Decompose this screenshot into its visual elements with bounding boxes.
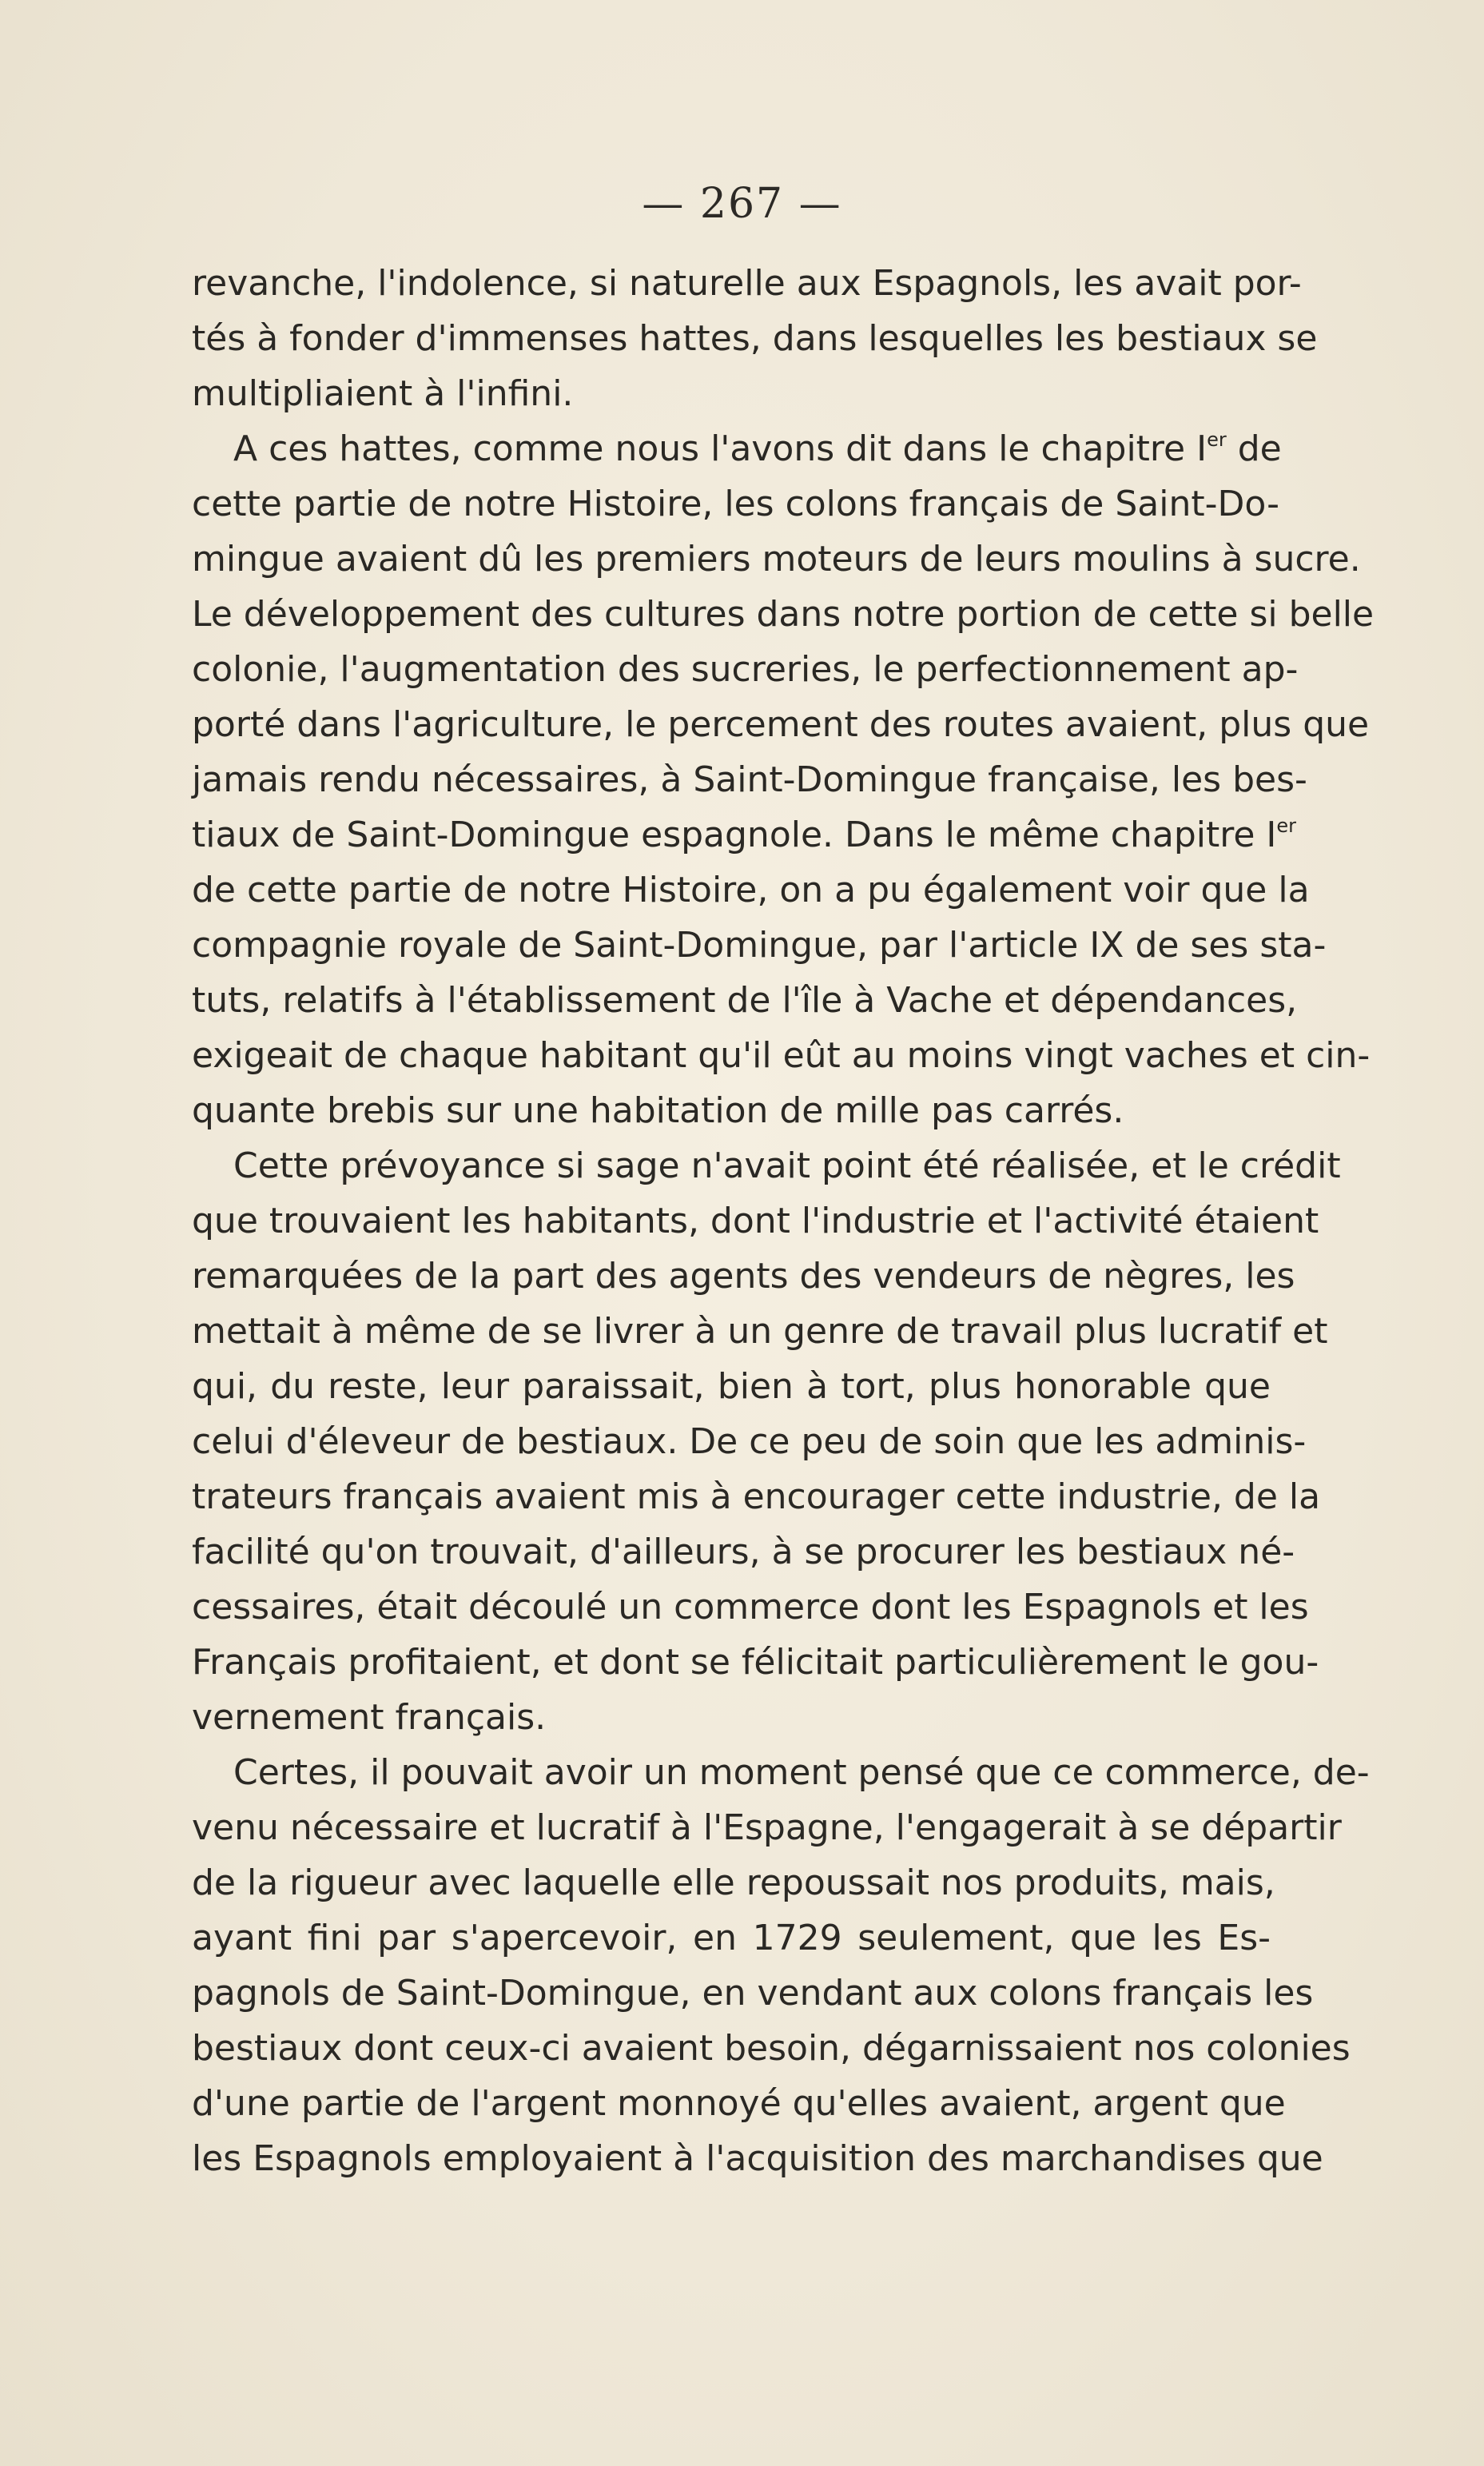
text-line: ayant fini par s'apercevoir, en 1729 seulement, que les Es- bbox=[192, 1918, 1271, 1958]
text-line: que trouvaient les habitants, dont l'industrie et l'activité étaient bbox=[192, 1201, 1319, 1241]
text-line: mingue avaient dû les premiers moteurs de leurs moulins à sucre. bbox=[192, 539, 1361, 580]
text-line: d'une partie de l'argent monnoyé qu'elles avaient, argent que bbox=[192, 2083, 1286, 2124]
text-line bbox=[192, 421, 1282, 476]
text-line: celui d'éleveur de bestiaux. De ce peu de soin que les adminis- bbox=[192, 1421, 1307, 1462]
text-line: Le développement des cultures dans notre portion de cette si belle bbox=[192, 594, 1375, 635]
text-line: venu nécessaire et lucratif à l'Espagne, l'engagerait à se départir bbox=[192, 1807, 1342, 1848]
text-line: de cette partie de notre Histoire, on a pu également voir que la bbox=[192, 870, 1310, 910]
text-line: porté dans l'agriculture, le percement des routes avaient, plus que bbox=[192, 704, 1370, 745]
text-line: les Espagnols employaient à l'acquisition des marchandises que bbox=[192, 2138, 1323, 2179]
text-line: Certes, il pouvait avoir un moment pensé que ce commerce, de- bbox=[233, 1752, 1370, 1793]
text-line-part: tiaux de Saint-Domingue espagnole. Dans le même chapitre I bbox=[192, 815, 1277, 855]
text-line-part: de bbox=[1226, 428, 1282, 469]
text-line: tuts, relatifs à l'établissement de l'île à Vache et dépendances, bbox=[192, 980, 1298, 1021]
text-line: Français profitaient, et dont se félicitait particulièrement le gou- bbox=[192, 1642, 1319, 1683]
text-line bbox=[192, 807, 1297, 863]
text-line: colonie, l'augmentation des sucreries, le perfectionnement ap- bbox=[192, 649, 1299, 690]
text-line: trateurs français avaient mis à encourager cette industrie, de la bbox=[192, 1476, 1321, 1517]
text-line: qui, du reste, leur paraissait, bien à tort, plus honorable que bbox=[192, 1366, 1271, 1407]
text-line: multipliaient à l'infini. bbox=[192, 373, 574, 414]
text-line: remarquées de la part des agents des vendeurs de nègres, les bbox=[192, 1256, 1295, 1297]
text-line: jamais rendu nécessaires, à Saint-Domingue française, les bes- bbox=[192, 759, 1307, 800]
text-line: exigeait de chaque habitant qu'il eût au moins vingt vaches et cin- bbox=[192, 1035, 1371, 1076]
text-line: bestiaux dont ceux-ci avaient besoin, dégarnissaient nos colonies bbox=[192, 2028, 1351, 2069]
superscript: er bbox=[1207, 428, 1227, 451]
text-line: vernement français. bbox=[192, 1697, 547, 1738]
text-line: cette partie de notre Histoire, les colons français de Saint-Do- bbox=[192, 484, 1279, 524]
text-line: Cette prévoyance si sage n'avait point été réalisée, et le crédit bbox=[233, 1145, 1341, 1186]
text-line: cessaires, était découlé un commerce dont les Espagnols et les bbox=[192, 1587, 1309, 1627]
text-line: quante brebis sur une habitation de mille pas carrés. bbox=[192, 1090, 1124, 1131]
text-line: tés à fonder d'immenses hattes, dans lesquelles les bestiaux se bbox=[192, 318, 1318, 359]
text-line: facilité qu'on trouvait, d'ailleurs, à se procurer les bestiaux né- bbox=[192, 1532, 1295, 1572]
page-number: — 267 — bbox=[642, 180, 842, 228]
text-line: pagnols de Saint-Domingue, en vendant aux colons français les bbox=[192, 1973, 1314, 2014]
superscript: er bbox=[1276, 815, 1297, 837]
text-line-part: A ces hattes, comme nous l'avons dit dans le chapitre I bbox=[233, 428, 1207, 469]
body-text bbox=[192, 256, 1375, 2186]
text-line: de la rigueur avec laquelle elle repoussait nos produits, mais, bbox=[192, 1862, 1275, 1903]
text-line: compagnie royale de Saint-Domingue, par l'article IX de ses sta- bbox=[192, 925, 1327, 966]
text-line: mettait à même de se livrer à un genre de travail plus lucratif et bbox=[192, 1311, 1328, 1352]
text-line: revanche, l'indolence, si naturelle aux Espagnols, les avait por- bbox=[192, 263, 1302, 304]
